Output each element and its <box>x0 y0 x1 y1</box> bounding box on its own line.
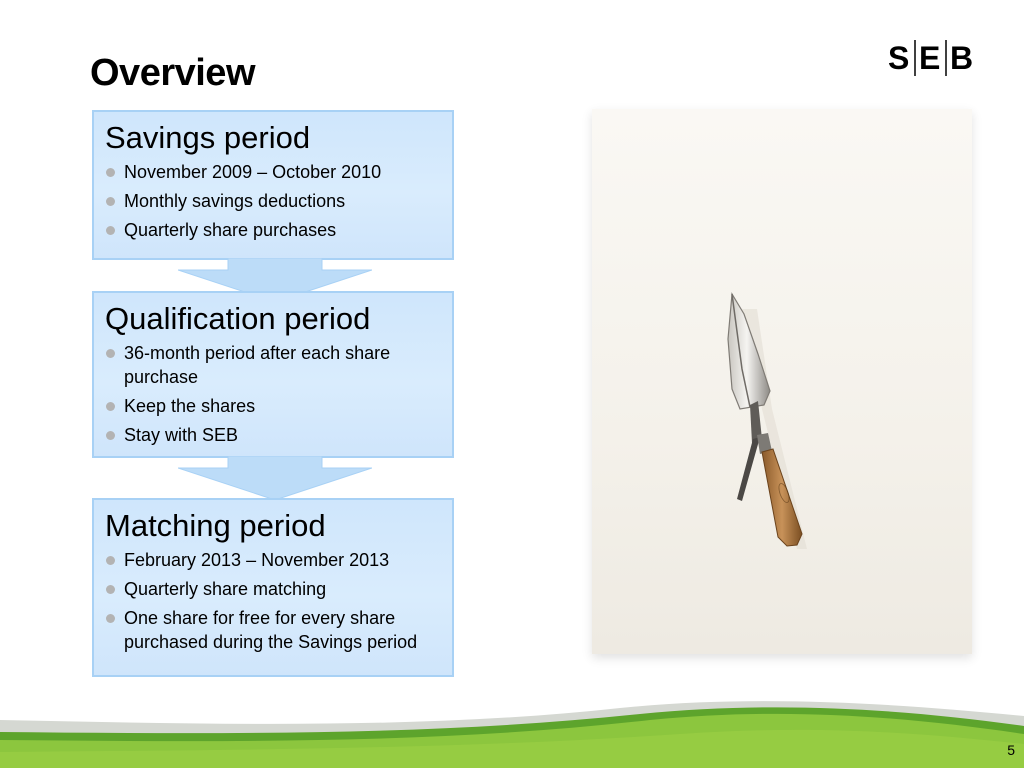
bullet-icon <box>106 197 115 206</box>
bullet-icon <box>106 349 115 358</box>
bullet-icon <box>106 614 115 623</box>
list-item: Quarterly share purchases <box>105 218 442 242</box>
trowel-photo <box>592 109 972 654</box>
bullet-icon <box>106 402 115 411</box>
logo-letter-s: S <box>888 40 910 76</box>
list-item: Monthly savings deductions <box>105 189 442 213</box>
logo-letter-b: B <box>950 40 974 76</box>
qualification-period-box <box>92 291 454 458</box>
list-item: Keep the shares <box>105 394 442 418</box>
list-item: One share for free for every share purchased during the Savings period <box>105 606 442 654</box>
bullet-icon <box>106 556 115 565</box>
bullet-icon <box>106 585 115 594</box>
qualification-period-heading: Qualification period <box>105 301 371 336</box>
footer-wave <box>0 690 1024 768</box>
matching-period-box <box>92 498 454 677</box>
bullet-icon <box>106 168 115 177</box>
bullet-icon <box>106 226 115 235</box>
list-item: November 2009 – October 2010 <box>105 160 442 184</box>
qualification-period-list <box>105 341 442 447</box>
savings-period-list <box>105 160 442 242</box>
list-item: 36-month period after each share purchase <box>105 341 442 389</box>
bullet-icon <box>106 431 115 440</box>
list-item: February 2013 – November 2013 <box>105 548 442 572</box>
logo-letter-e: E <box>919 40 941 76</box>
list-item: Stay with SEB <box>105 423 442 447</box>
seb-logo <box>888 38 980 78</box>
down-arrow-icon <box>178 456 372 500</box>
trowel-icon <box>592 109 972 654</box>
page-number: 5 <box>1007 742 1015 758</box>
savings-period-box <box>92 110 454 260</box>
slide-title: Overview <box>90 52 255 94</box>
savings-period-heading: Savings period <box>105 120 311 155</box>
matching-period-list <box>105 548 442 654</box>
list-item: Quarterly share matching <box>105 577 442 601</box>
matching-period-heading: Matching period <box>105 508 326 543</box>
